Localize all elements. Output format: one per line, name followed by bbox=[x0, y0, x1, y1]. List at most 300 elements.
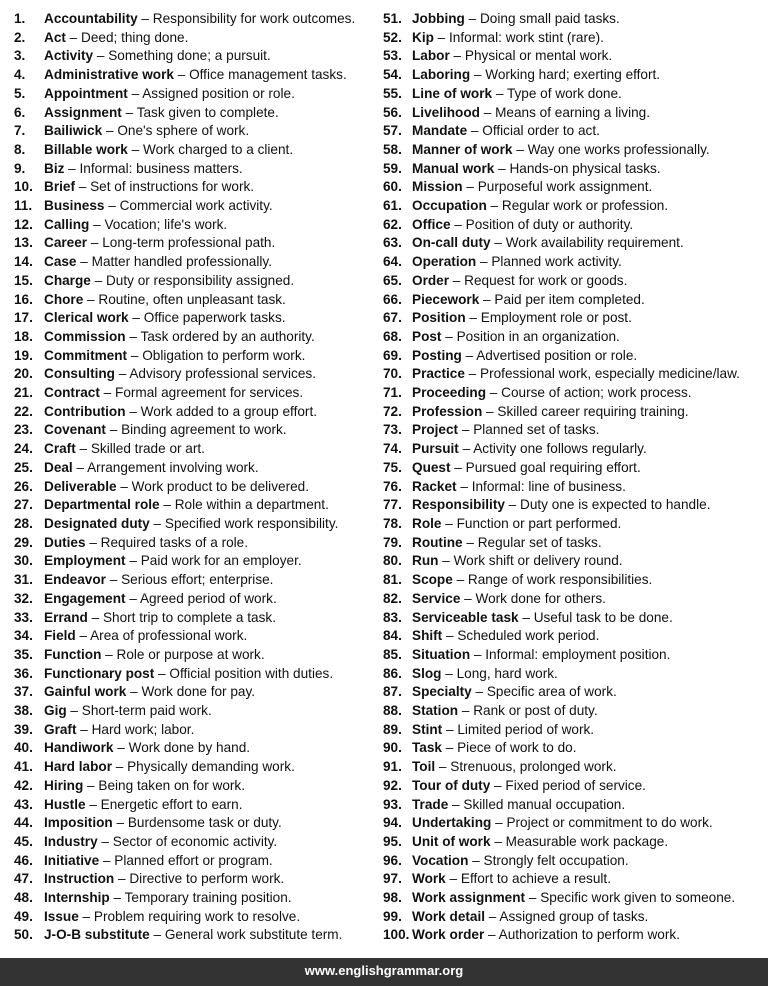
item-number: 74. bbox=[383, 441, 402, 457]
list-item bbox=[14, 571, 384, 590]
item-separator: – bbox=[127, 347, 143, 363]
item-separator: – bbox=[458, 441, 474, 457]
list-item bbox=[383, 291, 768, 310]
item-term: Toil bbox=[412, 759, 436, 775]
item-body bbox=[412, 234, 684, 253]
item-definition: Fixed period of service. bbox=[505, 777, 646, 793]
item-definition: Skilled manual occupation. bbox=[463, 796, 626, 812]
item-separator: – bbox=[75, 441, 91, 457]
item-number: 38. bbox=[14, 703, 33, 719]
item-definition: Work done for pay. bbox=[141, 684, 256, 700]
list-item bbox=[14, 365, 384, 384]
item-body bbox=[412, 777, 646, 796]
item-term: Billable work bbox=[44, 141, 128, 157]
item-term: Post bbox=[412, 328, 442, 344]
item-separator: – bbox=[479, 104, 496, 120]
item-term: Proceeding bbox=[412, 385, 487, 401]
item-number: 23. bbox=[14, 422, 33, 438]
item-separator: – bbox=[433, 29, 450, 45]
word-list-right-column bbox=[383, 10, 768, 945]
item-definition: Assigned position or role. bbox=[142, 85, 295, 101]
list-item bbox=[383, 197, 768, 216]
list-item bbox=[383, 122, 768, 141]
list-item bbox=[14, 384, 384, 403]
item-definition: Short-term paid work. bbox=[81, 703, 212, 719]
item-number: 42. bbox=[14, 777, 33, 793]
item-separator: – bbox=[121, 104, 137, 120]
item-body bbox=[412, 328, 620, 347]
item-separator: – bbox=[75, 628, 91, 644]
item-definition: Pursued goal requiring effort. bbox=[465, 459, 641, 475]
item-body bbox=[412, 870, 611, 889]
item-definition: Specific work given to someone. bbox=[540, 890, 736, 906]
item-body bbox=[412, 665, 558, 684]
item-separator: – bbox=[504, 497, 521, 513]
item-body bbox=[412, 104, 650, 123]
item-separator: – bbox=[494, 160, 510, 176]
list-item bbox=[383, 590, 768, 609]
item-separator: – bbox=[85, 796, 101, 812]
item-number: 52. bbox=[383, 29, 402, 45]
item-body bbox=[412, 160, 661, 179]
item-separator: – bbox=[128, 310, 144, 326]
item-number: 12. bbox=[14, 216, 33, 232]
list-item bbox=[383, 870, 768, 889]
item-body bbox=[44, 47, 271, 66]
item-separator: – bbox=[525, 890, 541, 906]
item-separator: – bbox=[465, 310, 481, 326]
item-term: Imposition bbox=[44, 815, 113, 831]
item-definition: Binding agreement to work. bbox=[121, 422, 287, 438]
list-item bbox=[14, 646, 384, 665]
item-separator: – bbox=[104, 198, 120, 214]
item-body bbox=[44, 66, 347, 85]
item-body bbox=[412, 291, 645, 310]
item-separator: – bbox=[125, 553, 141, 569]
item-term: Industry bbox=[44, 833, 98, 849]
list-item bbox=[383, 141, 768, 160]
item-definition: Purposeful work assignment. bbox=[477, 179, 653, 195]
item-definition: Duty or responsibility assigned. bbox=[105, 272, 295, 288]
item-body bbox=[44, 85, 295, 104]
item-definition: Assigned group of tasks. bbox=[499, 908, 649, 924]
item-separator: – bbox=[105, 572, 122, 588]
item-number: 35. bbox=[14, 646, 33, 662]
item-body bbox=[44, 347, 305, 366]
item-number: 36. bbox=[14, 665, 33, 681]
item-term: Instruction bbox=[44, 871, 115, 887]
item-term: Assignment bbox=[44, 104, 122, 120]
item-definition: Informal: business matters. bbox=[79, 160, 243, 176]
list-item bbox=[383, 646, 768, 665]
item-number: 73. bbox=[383, 422, 402, 438]
list-item bbox=[14, 216, 384, 235]
list-item bbox=[14, 739, 384, 758]
list-item bbox=[383, 515, 768, 534]
item-body bbox=[412, 440, 647, 459]
list-item bbox=[383, 926, 768, 945]
item-body bbox=[412, 908, 648, 927]
item-term: Vocation bbox=[412, 852, 469, 868]
item-separator: – bbox=[479, 291, 495, 307]
list-item bbox=[383, 758, 768, 777]
item-body bbox=[412, 814, 713, 833]
item-term: Position bbox=[412, 310, 466, 326]
list-item bbox=[14, 141, 384, 160]
item-separator: – bbox=[127, 85, 143, 101]
item-term: Issue bbox=[44, 908, 79, 924]
list-item bbox=[14, 291, 384, 310]
item-definition: Work done by hand. bbox=[128, 740, 251, 756]
item-definition: Strongly felt occupation. bbox=[483, 852, 629, 868]
item-body bbox=[412, 421, 599, 440]
item-number: 2. bbox=[14, 29, 26, 45]
item-definition: Effort to achieve a result. bbox=[460, 871, 611, 887]
item-separator: – bbox=[482, 403, 498, 419]
item-term: Work order bbox=[412, 927, 485, 943]
item-definition: Work added to a group effort. bbox=[140, 403, 317, 419]
item-term: Pursuit bbox=[412, 441, 459, 457]
item-term: Activity bbox=[44, 48, 94, 64]
item-term: Act bbox=[44, 29, 66, 45]
list-item bbox=[383, 459, 768, 478]
item-separator: – bbox=[490, 833, 506, 849]
item-number: 91. bbox=[383, 759, 402, 775]
item-body bbox=[44, 852, 273, 871]
item-body bbox=[44, 758, 295, 777]
list-item bbox=[14, 328, 384, 347]
item-separator: – bbox=[486, 385, 502, 401]
item-term: Piecework bbox=[412, 291, 480, 307]
item-number: 33. bbox=[14, 609, 33, 625]
item-number: 16. bbox=[14, 291, 33, 307]
item-definition: Work availability requirement. bbox=[505, 235, 684, 251]
item-separator: – bbox=[442, 628, 458, 644]
item-definition: Being taken on for work. bbox=[98, 777, 245, 793]
item-term: Commission bbox=[44, 328, 126, 344]
item-definition: Range of work responsibilities. bbox=[467, 572, 653, 588]
item-term: Calling bbox=[44, 216, 90, 232]
item-term: Initiative bbox=[44, 852, 100, 868]
item-definition: Set of instructions for work. bbox=[90, 179, 255, 195]
item-separator: – bbox=[512, 141, 528, 157]
list-item bbox=[14, 178, 384, 197]
item-definition: Advisory professional services. bbox=[129, 366, 316, 382]
item-separator: – bbox=[470, 646, 486, 662]
list-item bbox=[383, 347, 768, 366]
item-term: Work bbox=[412, 871, 446, 887]
item-body bbox=[44, 702, 212, 721]
item-definition: Planned effort or program. bbox=[114, 852, 273, 868]
item-separator: – bbox=[449, 272, 465, 288]
item-body bbox=[44, 328, 315, 347]
item-number: 39. bbox=[14, 721, 33, 737]
list-item bbox=[383, 534, 768, 553]
list-item bbox=[383, 421, 768, 440]
item-body bbox=[44, 571, 273, 590]
item-term: Line of work bbox=[412, 85, 493, 101]
item-term: Commitment bbox=[44, 347, 128, 363]
list-item bbox=[14, 552, 384, 571]
list-item bbox=[14, 609, 384, 628]
item-definition: Way one works professionally. bbox=[527, 141, 710, 157]
item-definition: Rank or post of duty. bbox=[473, 703, 598, 719]
item-definition: Request for work or goods. bbox=[464, 272, 628, 288]
item-separator: – bbox=[435, 759, 451, 775]
list-item bbox=[14, 796, 384, 815]
item-number: 97. bbox=[383, 871, 402, 887]
item-definition: Regular work or profession. bbox=[501, 198, 669, 214]
item-separator: – bbox=[458, 703, 474, 719]
item-term: Engagement bbox=[44, 590, 126, 606]
item-definition: Official order to act. bbox=[482, 123, 600, 139]
list-item bbox=[383, 627, 768, 646]
item-number: 30. bbox=[14, 553, 33, 569]
list-item bbox=[383, 85, 768, 104]
item-term: Biz bbox=[44, 160, 65, 176]
item-number: 59. bbox=[383, 160, 402, 176]
item-definition: Planned work activity. bbox=[491, 254, 622, 270]
item-separator: – bbox=[464, 11, 480, 26]
item-term: Deal bbox=[44, 459, 73, 475]
item-term: Employment bbox=[44, 553, 126, 569]
item-term: Laboring bbox=[412, 67, 471, 83]
item-term: Chore bbox=[44, 291, 84, 307]
item-separator: – bbox=[90, 272, 106, 288]
item-separator: – bbox=[450, 216, 466, 232]
item-body bbox=[44, 552, 302, 571]
list-item bbox=[383, 852, 768, 871]
item-separator: – bbox=[87, 235, 103, 251]
item-number: 84. bbox=[383, 628, 402, 644]
list-item bbox=[14, 10, 384, 29]
item-term: Tour of duty bbox=[412, 777, 491, 793]
item-term: Hard labor bbox=[44, 759, 112, 775]
item-number: 54. bbox=[383, 67, 402, 83]
item-body bbox=[412, 852, 629, 871]
item-term: Kip bbox=[412, 29, 434, 45]
item-term: Posting bbox=[412, 347, 462, 363]
item-definition: Useful task to be done. bbox=[533, 609, 673, 625]
list-item bbox=[383, 365, 768, 384]
item-separator: – bbox=[468, 852, 484, 868]
item-body bbox=[44, 683, 255, 702]
item-body bbox=[412, 216, 633, 235]
item-separator: – bbox=[470, 67, 486, 83]
item-number: 77. bbox=[383, 497, 402, 513]
item-definition: Task ordered by an authority. bbox=[140, 328, 315, 344]
item-term: Stint bbox=[412, 721, 443, 737]
item-body bbox=[44, 590, 277, 609]
item-separator: – bbox=[127, 141, 143, 157]
item-separator: – bbox=[114, 871, 130, 887]
item-term: Internship bbox=[44, 890, 110, 906]
item-definition: Strenuous, prolonged work. bbox=[450, 759, 617, 775]
list-item bbox=[14, 889, 384, 908]
item-body bbox=[412, 478, 626, 497]
list-item bbox=[14, 29, 384, 48]
item-number: 76. bbox=[383, 478, 402, 494]
item-body bbox=[412, 66, 660, 85]
item-number: 100. bbox=[383, 927, 410, 943]
list-item bbox=[383, 160, 768, 179]
item-body bbox=[412, 646, 670, 665]
list-item bbox=[14, 908, 384, 927]
list-item bbox=[383, 908, 768, 927]
item-term: Scope bbox=[412, 572, 453, 588]
list-item bbox=[383, 403, 768, 422]
item-body bbox=[412, 365, 740, 384]
item-number: 89. bbox=[383, 721, 402, 737]
item-separator: – bbox=[149, 515, 165, 531]
item-term: Work detail bbox=[412, 908, 486, 924]
list-item bbox=[383, 814, 768, 833]
item-term: Contract bbox=[44, 385, 100, 401]
item-definition: Skilled career requiring training. bbox=[497, 403, 689, 419]
item-definition: Long, hard work. bbox=[456, 665, 558, 681]
item-body bbox=[412, 889, 735, 908]
item-body bbox=[412, 739, 577, 758]
item-body bbox=[44, 291, 286, 310]
item-term: Labor bbox=[412, 48, 450, 64]
item-body bbox=[412, 122, 600, 141]
item-term: Undertaking bbox=[412, 815, 492, 831]
item-definition: Activity one follows regularly. bbox=[473, 441, 647, 457]
item-definition: Required tasks of a role. bbox=[100, 534, 249, 550]
list-item bbox=[14, 197, 384, 216]
item-body bbox=[412, 496, 710, 515]
item-separator: – bbox=[85, 534, 101, 550]
item-number: 41. bbox=[14, 759, 33, 775]
item-body bbox=[412, 178, 652, 197]
item-definition: General work substitute term. bbox=[164, 927, 343, 943]
item-number: 9. bbox=[14, 160, 26, 176]
item-term: Service bbox=[412, 590, 461, 606]
item-number: 18. bbox=[14, 328, 33, 344]
item-definition: Informal: work stint (rare). bbox=[449, 29, 604, 45]
item-separator: – bbox=[109, 890, 125, 906]
item-number: 61. bbox=[383, 198, 402, 214]
item-body bbox=[44, 29, 188, 48]
item-separator: – bbox=[462, 179, 478, 195]
list-item bbox=[14, 627, 384, 646]
item-body bbox=[412, 10, 620, 29]
item-body bbox=[44, 515, 338, 534]
item-body bbox=[412, 272, 627, 291]
item-separator: – bbox=[126, 684, 142, 700]
item-separator: – bbox=[89, 216, 105, 232]
item-number: 28. bbox=[14, 515, 33, 531]
item-term: Office bbox=[412, 216, 451, 232]
list-item bbox=[383, 29, 768, 48]
item-definition: Office paperwork tasks. bbox=[143, 310, 286, 326]
item-number: 81. bbox=[383, 572, 402, 588]
list-item bbox=[14, 234, 384, 253]
item-definition: Piece of work to do. bbox=[457, 740, 577, 756]
item-body bbox=[44, 739, 250, 758]
item-body bbox=[412, 552, 623, 571]
item-body bbox=[44, 197, 273, 216]
item-separator: – bbox=[76, 721, 92, 737]
list-item bbox=[383, 796, 768, 815]
list-item bbox=[14, 85, 384, 104]
item-term: Trade bbox=[412, 796, 449, 812]
item-number: 32. bbox=[14, 590, 33, 606]
item-number: 83. bbox=[383, 609, 402, 625]
item-number: 96. bbox=[383, 852, 402, 868]
list-item bbox=[14, 104, 384, 123]
item-body bbox=[44, 440, 205, 459]
item-body bbox=[412, 590, 606, 609]
item-number: 68. bbox=[383, 328, 402, 344]
item-body bbox=[412, 534, 602, 553]
item-body bbox=[412, 627, 599, 646]
item-number: 69. bbox=[383, 347, 402, 363]
item-term: Project bbox=[412, 422, 459, 438]
item-number: 47. bbox=[14, 871, 33, 887]
item-body bbox=[412, 609, 673, 628]
item-definition: Limited period of work. bbox=[457, 721, 595, 737]
item-separator: – bbox=[471, 684, 487, 700]
item-body bbox=[412, 85, 622, 104]
item-separator: – bbox=[450, 459, 466, 475]
item-number: 22. bbox=[14, 403, 33, 419]
item-body bbox=[412, 833, 668, 852]
item-definition: Informal: employment position. bbox=[485, 646, 671, 662]
item-separator: – bbox=[101, 646, 117, 662]
item-term: Livelihood bbox=[412, 104, 480, 120]
item-number: 31. bbox=[14, 572, 33, 588]
item-separator: – bbox=[484, 927, 499, 943]
item-body bbox=[412, 796, 625, 815]
item-body bbox=[44, 421, 287, 440]
list-item bbox=[14, 403, 384, 422]
item-separator: – bbox=[159, 497, 175, 513]
item-term: Accountability bbox=[44, 11, 138, 26]
item-number: 75. bbox=[383, 459, 402, 475]
item-number: 98. bbox=[383, 890, 402, 906]
item-body bbox=[44, 889, 292, 908]
item-term: Consulting bbox=[44, 366, 115, 382]
item-body bbox=[412, 571, 652, 590]
item-definition: Deed; thing done. bbox=[81, 29, 189, 45]
list-item bbox=[383, 66, 768, 85]
item-separator: – bbox=[476, 254, 492, 270]
item-separator: – bbox=[72, 459, 88, 475]
list-item bbox=[383, 889, 768, 908]
item-definition: Paid work for an employer. bbox=[140, 553, 302, 569]
list-item bbox=[383, 440, 768, 459]
list-item bbox=[383, 833, 768, 852]
item-number: 93. bbox=[383, 796, 402, 812]
item-body bbox=[412, 459, 641, 478]
item-separator: – bbox=[76, 254, 92, 270]
item-term: Graft bbox=[44, 721, 77, 737]
list-item bbox=[383, 496, 768, 515]
item-body bbox=[44, 234, 275, 253]
item-term: Function bbox=[44, 646, 102, 662]
item-separator: – bbox=[485, 908, 500, 924]
item-definition: Employment role or post. bbox=[480, 310, 632, 326]
word-list-left-column bbox=[14, 10, 384, 945]
item-body bbox=[412, 403, 689, 422]
list-item bbox=[14, 347, 384, 366]
item-body bbox=[44, 122, 249, 141]
item-number: 88. bbox=[383, 703, 402, 719]
footer-bar bbox=[0, 958, 768, 986]
item-number: 58. bbox=[383, 141, 402, 157]
list-item bbox=[14, 683, 384, 702]
